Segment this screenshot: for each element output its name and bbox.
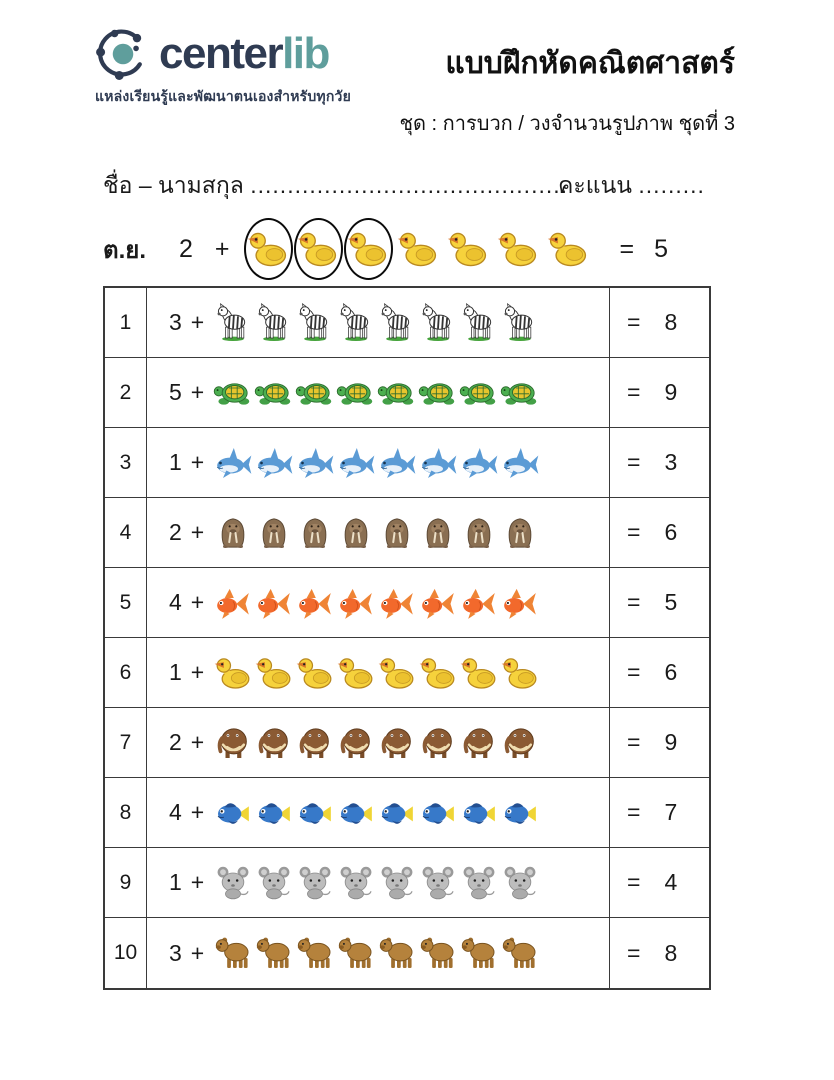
duck-icon [417,652,458,694]
walrus-icon [212,512,253,554]
problem-expression [147,288,609,357]
plus-sign: + [190,799,205,825]
zebra-icon [417,302,458,344]
problem-expression [147,848,609,917]
problem-result: 4 [664,869,678,895]
zebra-icon [376,302,417,344]
turtle-icon [212,372,253,414]
mammoth-icon [253,722,294,764]
name-blank-dots: ........................................... [250,172,569,198]
zebra-icon [335,302,376,344]
bear-icon [376,932,417,974]
mouse-icon [417,862,458,904]
problem-addend: 3 [169,309,182,335]
name-score-line [103,168,733,204]
shark-icon [212,442,253,484]
problem-icons [212,792,540,834]
problem-addend: 1 [169,659,182,685]
goldfish-icon [417,582,458,624]
problem-result: 8 [664,939,678,966]
plus-sign: + [214,234,230,263]
score-blank-dots: ......... [638,172,705,198]
problem-row-5 [105,568,709,638]
turtle-icon [253,372,294,414]
bear-icon [294,932,335,974]
plus-sign: + [190,309,205,335]
problem-result: 5 [664,589,678,615]
goldfish-icon [253,582,294,624]
turtle-icon [499,372,540,414]
shark-icon [376,442,417,484]
problem-addend: 4 [169,589,182,615]
problem-number: 10 [105,918,147,988]
problem-expression [147,498,609,567]
walrus-icon [253,512,294,554]
blue-tang-fish-icon [212,792,253,834]
goldfish-icon [376,582,417,624]
problem-result: 7 [664,799,678,825]
duck-icon [294,652,335,694]
walrus-icon [335,512,376,554]
problem-number: 9 [105,848,147,917]
duck-icon [494,218,543,280]
equals-sign: = [627,309,641,335]
shark-icon [294,442,335,484]
problem-number: 5 [105,568,147,637]
header [399,40,735,139]
goldfish-icon [212,582,253,624]
brand-name [159,29,329,78]
mammoth-icon [294,722,335,764]
walrus-icon [458,512,499,554]
duck-icon [458,652,499,694]
name-field [103,172,568,198]
plus-sign: + [190,659,205,685]
problem-number: 1 [105,288,147,357]
circled-duck-icon [294,218,343,280]
problem-expression [147,708,609,777]
zebra-icon [212,302,253,344]
problem-answer-cell [609,918,709,988]
problem-row-1 [105,288,709,358]
problem-row-7 [105,708,709,778]
shark-icon [458,442,499,484]
problem-icons [212,302,540,344]
plus-sign: + [190,869,205,895]
problem-icons [212,932,540,974]
problem-result: 3 [664,449,678,475]
mammoth-icon [376,722,417,764]
example-addend: 2 [179,234,193,263]
mouse-icon [253,862,294,904]
problem-icons [212,582,540,624]
walrus-icon [376,512,417,554]
logo-tagline: แหล่งเรียนรู้และพัฒนาตนเองสำหรับทุกวัย [95,88,351,104]
problem-result: 8 [664,309,678,335]
duck-icon [444,218,493,280]
bear-icon [458,932,499,974]
turtle-icon [294,372,335,414]
duck-icon [253,652,294,694]
goldfish-icon [335,582,376,624]
plus-sign: + [190,379,205,405]
problem-result: 9 [664,729,678,755]
problem-expression [147,568,609,637]
equals-sign: = [627,729,641,755]
equals-sign: = [627,589,641,615]
blue-tang-fish-icon [458,792,499,834]
problem-row-4 [105,498,709,568]
problem-answer-cell [609,708,709,777]
example-result: 5 [654,234,669,263]
problem-icons [212,652,540,694]
problem-icons [212,442,540,484]
equals-sign: = [627,519,641,545]
equals-sign: = [627,379,641,405]
duck-icon [394,218,443,280]
bear-icon [253,932,294,974]
plus-sign: + [190,449,205,475]
mammoth-icon [212,722,253,764]
bear-icon [417,932,458,974]
problem-result: 6 [664,659,678,685]
mouse-icon [458,862,499,904]
mouse-icon [499,862,540,904]
turtle-icon [376,372,417,414]
example-row [103,216,668,282]
problem-expression [147,638,609,707]
name-label: ชื่อ – นามสกุล [103,172,244,198]
problem-number: 4 [105,498,147,567]
problem-result: 9 [664,379,678,405]
problem-addend: 1 [169,449,182,475]
example-icons [244,218,594,280]
problem-row-3 [105,428,709,498]
zebra-icon [294,302,335,344]
problem-icons [212,722,540,764]
blue-tang-fish-icon [376,792,417,834]
shark-icon [335,442,376,484]
problem-number: 3 [105,428,147,497]
equals-sign: = [619,234,635,263]
problem-row-9 [105,848,709,918]
goldfish-icon [294,582,335,624]
blue-tang-fish-icon [417,792,458,834]
problem-icons [212,512,540,554]
problem-answer-cell [609,778,709,847]
mammoth-icon [417,722,458,764]
bear-icon [335,932,376,974]
mammoth-icon [335,722,376,764]
equals-sign: = [627,869,641,895]
problem-addend: 3 [169,939,182,966]
bear-icon [212,932,253,974]
centerlib-orbit-icon [95,26,151,82]
goldfish-icon [458,582,499,624]
mouse-icon [294,862,335,904]
problems-table [103,286,711,990]
equals-sign: = [627,799,641,825]
turtle-icon [458,372,499,414]
problem-number: 8 [105,778,147,847]
plus-sign: + [190,939,205,966]
duck-icon [376,652,417,694]
score-field [558,168,705,204]
duck-icon [212,652,253,694]
problem-row-10 [105,918,709,988]
problem-expression [147,778,609,847]
equals-sign: = [627,449,641,475]
turtle-icon [335,372,376,414]
circled-duck-icon [344,218,393,280]
problem-icons [212,372,540,414]
duck-icon [544,218,593,280]
problem-row-8 [105,778,709,848]
turtle-icon [417,372,458,414]
problem-row-2 [105,358,709,428]
blue-tang-fish-icon [253,792,294,834]
bear-icon [499,932,540,974]
problem-addend: 1 [169,869,182,895]
zebra-icon [458,302,499,344]
problem-result: 6 [664,519,678,545]
logo [95,26,351,108]
zebra-icon [253,302,294,344]
problem-expression [147,428,609,497]
problem-number: 6 [105,638,147,707]
shark-icon [499,442,540,484]
blue-tang-fish-icon [499,792,540,834]
shark-icon [253,442,294,484]
equals-sign: = [627,939,641,966]
mouse-icon [335,862,376,904]
equals-sign: = [627,659,641,685]
page-title: แบบฝึกหัดคณิตศาสตร์ [445,47,735,80]
problem-addend: 2 [169,519,182,545]
problem-answer-cell [609,498,709,567]
zebra-icon [499,302,540,344]
problem-addend: 2 [169,729,182,755]
problem-number: 2 [105,358,147,427]
problem-icons [212,862,540,904]
goldfish-icon [499,582,540,624]
brand-primary-text: center [159,29,283,78]
problem-expression [147,918,609,988]
problem-answer-cell [609,848,709,917]
walrus-icon [294,512,335,554]
blue-tang-fish-icon [335,792,376,834]
plus-sign: + [190,729,205,755]
brand-accent-text: lib [282,29,329,78]
example-label: ต.ย. [103,236,146,264]
problem-answer-cell [609,638,709,707]
score-label: คะแนน [558,172,633,198]
problem-expression [147,358,609,427]
problem-answer-cell [609,288,709,357]
circled-duck-icon [244,218,293,280]
mammoth-icon [458,722,499,764]
duck-icon [335,652,376,694]
problem-answer-cell [609,358,709,427]
mouse-icon [212,862,253,904]
problem-row-6 [105,638,709,708]
mouse-icon [376,862,417,904]
blue-tang-fish-icon [294,792,335,834]
page-subtitle: ชุด : การบวก / วงจำนวนรูปภาพ ชุดที่ 3 [399,113,735,135]
walrus-icon [417,512,458,554]
plus-sign: + [190,589,205,615]
plus-sign: + [190,519,205,545]
mammoth-icon [499,722,540,764]
problem-answer-cell [609,428,709,497]
shark-icon [417,442,458,484]
problem-answer-cell [609,568,709,637]
problem-addend: 5 [169,379,182,405]
problem-number: 7 [105,708,147,777]
walrus-icon [499,512,540,554]
duck-icon [499,652,540,694]
problem-addend: 4 [169,799,182,825]
